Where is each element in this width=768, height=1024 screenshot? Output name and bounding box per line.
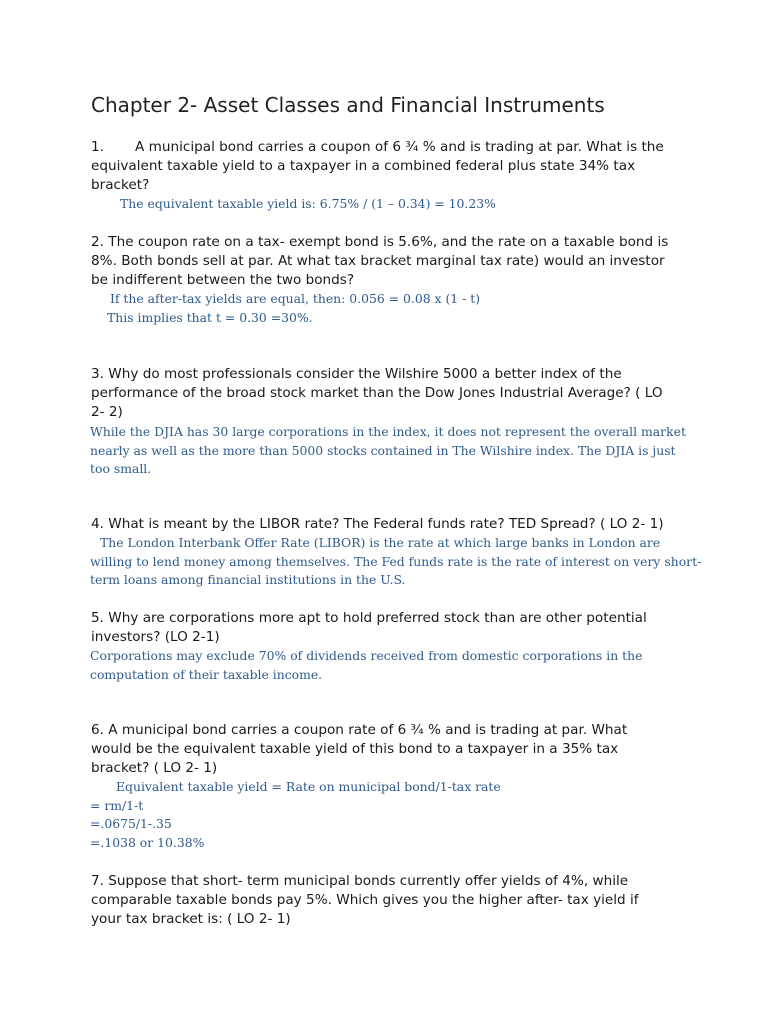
answer-5-line-2: computation of their taxable income. (90, 666, 323, 682)
question-2-line-3: be indifferent between the two bonds? (91, 272, 355, 288)
question-1-line-2: equivalent taxable yield to a taxpayer in a combined federal plus state 34% tax (91, 158, 636, 174)
question-3 (91, 365, 691, 422)
question-2 (91, 233, 691, 290)
question-3-line-2: performance of the broad stock market than the Dow Jones Industrial Average? ( LO (91, 385, 663, 401)
answer-4-line-3: term loans among financial institutions in the U.S. (90, 572, 406, 587)
answer-6-line-1: Equivalent taxable yield = Rate on municipal bond/1-tax rate (116, 779, 501, 794)
question-7-line-2: comparable taxable bonds pay 5%. Which gives you the higher after- tax yield if (91, 892, 639, 908)
question-2-line-1: 2. The coupon rate on a tax- exempt bond is 5.6%, and the rate on a taxable bond is (91, 234, 669, 250)
question-1-line-1: 1. A municipal bond carries a coupon of 6 ¾ % and is trading at par. What is the (91, 139, 664, 155)
answer-5 (90, 647, 690, 684)
answer-6-line-3: =.0675/1-.35 (90, 816, 172, 831)
answer-1-line-1: The equivalent taxable yield is: 6.75% / (1 – 0.34) = 10.23% (120, 196, 496, 211)
answer-4 (90, 534, 702, 590)
question-6 (91, 721, 691, 778)
question-3-line-1: 3. Why do most professionals consider the Wilshire 5000 a better index of the (91, 366, 622, 382)
document-title: Chapter 2- Asset Classes and Financial Instruments (91, 93, 605, 117)
question-5-line-2: investors? (LO 2-1) (91, 629, 220, 645)
question-6-line-3: bracket? ( LO 2- 1) (91, 760, 218, 776)
answer-4-line-1: The London Interbank Offer Rate (LIBOR) is the rate at which large banks in London are (100, 535, 661, 550)
answer-1 (90, 195, 720, 214)
question-7-line-3: your tax bracket is: ( LO 2- 1) (91, 911, 291, 927)
question-2-line-2: 8%. Both bonds sell at par. At what tax bracket marginal tax rate) would an investor (91, 253, 665, 269)
answer-5-line-1: Corporations may exclude 70% of dividends received from domestic corporations in the (90, 648, 643, 663)
answer-3 (90, 423, 690, 479)
question-3-line-3: 2- 2) (91, 404, 123, 420)
question-5-line-1: 5. Why are corporations more apt to hold preferred stock than are other potential (91, 610, 647, 626)
question-4-line-1: 4. What is meant by the LIBOR rate? The Federal funds rate? TED Spread? ( LO 2- 1) (91, 516, 664, 532)
question-7-line-1: 7. Suppose that short- term municipal bonds currently offer yields of 4%, while (91, 873, 629, 889)
question-6-line-2: would be the equivalent taxable yield of this bond to a taxpayer in a 35% tax (91, 741, 619, 757)
question-1 (91, 138, 691, 195)
answer-6-line-2: = rm/1-t (90, 797, 144, 813)
answer-4-line-2: willing to lend money among themselves. The Fed funds rate is the rate of interest on very short- (90, 553, 702, 569)
question-7 (91, 872, 691, 929)
answer-2-line-2: This implies that t = 0.30 =30%. (107, 309, 313, 325)
answer-3-line-1: While the DJIA has 30 large corporations in the index, it does not represent the overall market (90, 424, 686, 439)
question-1-number: 1. (91, 139, 104, 155)
question-5 (91, 609, 691, 647)
answer-3-line-2: nearly as well as the more than 5000 stocks contained in The Wilshire index. The DJIA is just (90, 442, 676, 458)
answer-2 (90, 290, 690, 327)
answer-6-line-4: =.1038 or 10.38% (90, 834, 205, 850)
answer-6 (90, 778, 690, 852)
question-1-line-3: bracket? (91, 177, 150, 193)
answer-2-line-1: If the after-tax yields are equal, then: 0.056 = 0.08 x (1 - t) (110, 291, 481, 306)
answer-3-line-3: too small. (90, 461, 152, 476)
question-6-line-1: 6. A municipal bond carries a coupon rate of 6 ¾ % and is trading at par. What (91, 722, 628, 738)
question-4 (91, 515, 691, 534)
